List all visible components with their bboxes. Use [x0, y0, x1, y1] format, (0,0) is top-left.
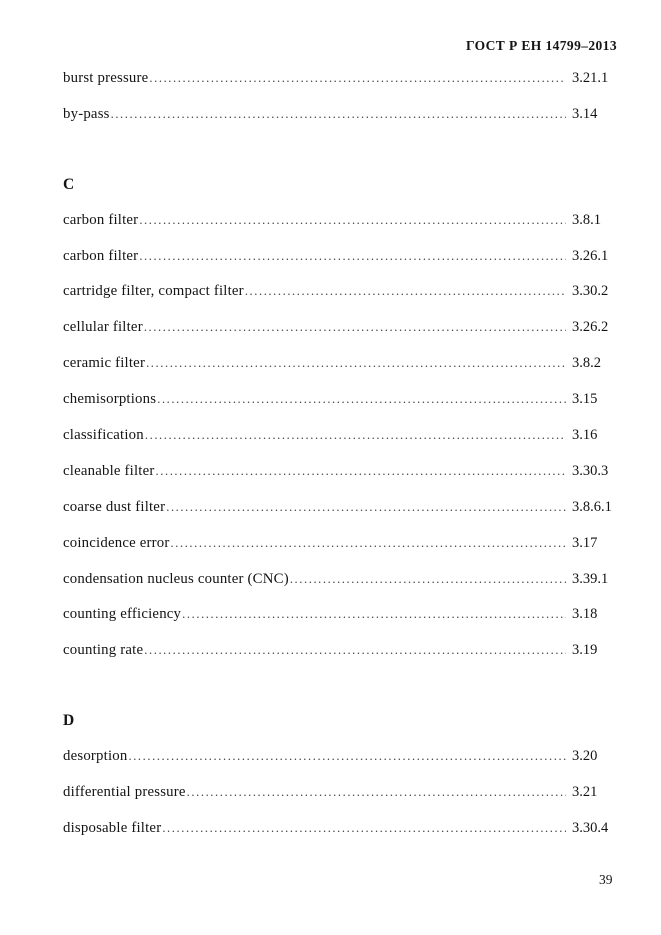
entry-ref: 3.21 [572, 784, 598, 801]
entry-term: condensation nucleus counter (CNC) [63, 570, 289, 587]
dot-leader [156, 454, 566, 490]
entry-term: carbon filter [63, 247, 139, 264]
entry-ref: 3.26.2 [572, 319, 609, 336]
entry-term: counting efficiency [63, 606, 182, 623]
dot-leader [182, 597, 566, 633]
index-entry [63, 97, 620, 133]
entry-ref: 3.16 [572, 427, 598, 444]
index-group [63, 61, 620, 133]
entry-ref: 3.18 [572, 606, 598, 623]
dot-leader [187, 775, 566, 811]
entry-ref: 3.30.3 [572, 462, 609, 479]
entry-term: chemisorptions [63, 391, 157, 408]
index-entry [63, 274, 620, 310]
entry-term: cellular filter [63, 319, 143, 336]
entry-ref: 3.30.4 [572, 819, 609, 836]
entry-ref: 3.15 [572, 391, 598, 408]
dot-leader [157, 382, 566, 418]
dot-leader [111, 97, 566, 133]
index-entry [63, 239, 620, 275]
dot-leader [162, 811, 566, 847]
entry-term: ceramic filter [63, 355, 146, 372]
index-entry [63, 562, 620, 598]
dot-leader [139, 239, 566, 275]
entry-ref: 3.19 [572, 642, 598, 659]
entry-term: carbon filter [63, 211, 139, 228]
entry-ref: 3.8.1 [572, 211, 601, 228]
index-entry [63, 526, 620, 562]
dot-leader [139, 203, 566, 239]
dot-leader [146, 346, 566, 382]
dot-leader [166, 490, 566, 526]
index-entry [63, 61, 620, 97]
index-entry [63, 811, 620, 847]
entry-ref: 3.21.1 [572, 70, 609, 86]
entry-term: disposable filter [63, 819, 162, 836]
entry-term: cartridge filter, compact filter [63, 283, 244, 300]
index-group [63, 669, 620, 847]
entry-term: cleanable filter [63, 462, 155, 479]
index-entry [63, 490, 620, 526]
entry-term: differential pressure [63, 784, 186, 801]
index-entry [63, 203, 620, 239]
group-letter: C [63, 175, 75, 193]
dot-leader [171, 526, 566, 562]
entry-term: by-pass [63, 105, 110, 122]
index-entry [63, 739, 620, 775]
entry-term: coincidence error [63, 534, 170, 551]
group-letter: D [63, 712, 75, 730]
running-header: ГОСТ Р ЕН 14799–2013 [465, 38, 617, 53]
entry-ref: 3.39.1 [572, 570, 609, 587]
entry-ref: 3.30.2 [572, 283, 609, 300]
dot-leader [128, 739, 566, 775]
index-entry [63, 775, 620, 811]
dot-leader [290, 562, 566, 598]
index-entry [63, 418, 620, 454]
index-entry [63, 633, 620, 669]
dot-leader [145, 418, 566, 454]
entry-term: desorption [63, 748, 128, 765]
page-number: 39 [599, 872, 613, 887]
entry-ref: 3.20 [572, 748, 598, 765]
dot-leader [144, 633, 566, 669]
entry-ref: 3.8.2 [572, 355, 601, 372]
dot-leader [245, 274, 566, 310]
index-entry [63, 346, 620, 382]
entry-ref: 3.8.6.1 [572, 498, 612, 515]
entry-term: coarse dust filter [63, 498, 166, 515]
entry-term: counting rate [63, 642, 144, 659]
dot-leader [149, 61, 566, 97]
entry-term: burst pressure [63, 70, 149, 86]
dot-leader [144, 310, 566, 346]
index-group [63, 133, 620, 669]
entry-ref: 3.26.1 [572, 247, 609, 264]
entry-ref: 3.14 [572, 105, 598, 122]
entry-ref: 3.17 [572, 534, 598, 551]
entry-term: classification [63, 427, 144, 444]
index-list [63, 61, 620, 847]
index-entry [63, 597, 620, 633]
index-entry [63, 382, 620, 418]
index-entry [63, 310, 620, 346]
index-entry [63, 454, 620, 490]
